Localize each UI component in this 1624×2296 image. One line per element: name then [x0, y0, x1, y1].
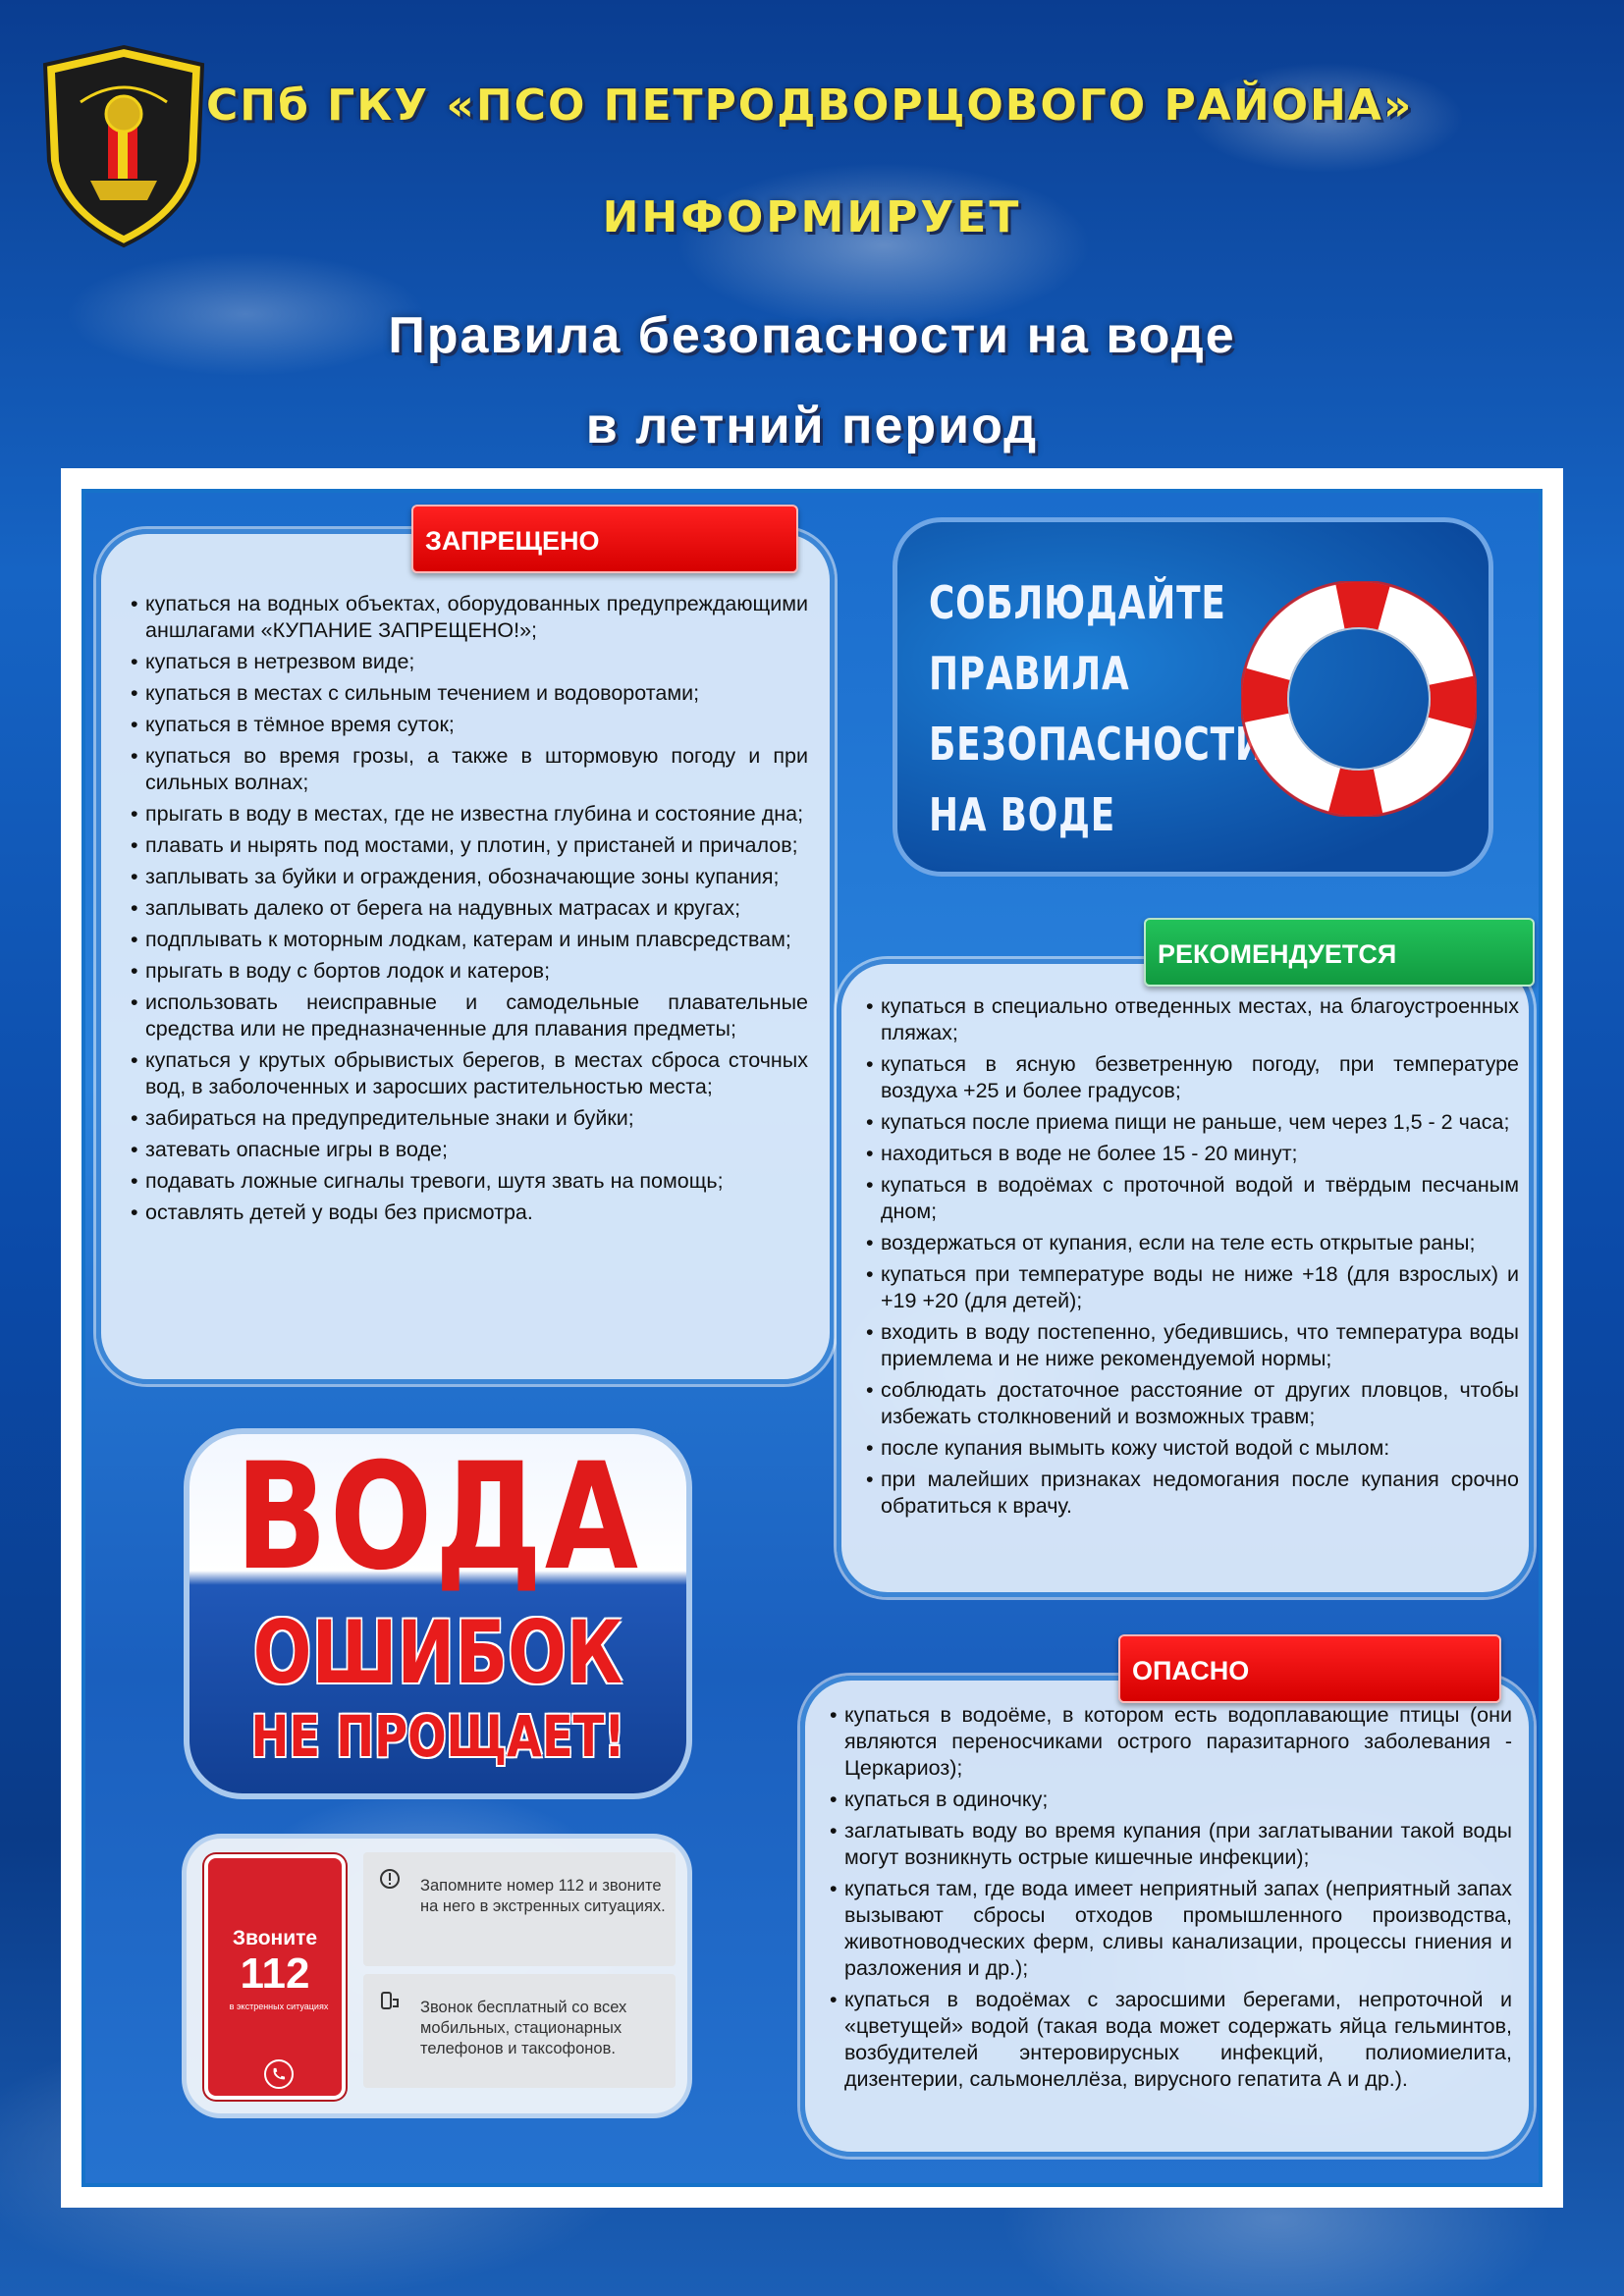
list-item: • купаться в водоёмах с проточной водой и твёрдым песчаным дном; [866, 1172, 1519, 1225]
list-item: • купаться в водоёмах с заросшими берегами, непроточной и «цветущей» водой (такая вода может содержать яйца гельминтов, возбудителей энтеровирусных инфекций, полиомиелита, дизентерии, сальмонеллёза, вирусного гепатита А и др.). [830, 1987, 1512, 2093]
prohibited-card [96, 529, 835, 1384]
list-item: • купаться у крутых обрывистых берегов, в местах сброса сточных вод, в заболоченных и заросших растительностью места; [131, 1047, 808, 1100]
dangerous-label: ОПАСНО [1118, 1634, 1501, 1703]
organization-name: СПб ГКУ «ПСО ПЕТРОДВОРЦОВОГО РАЙОНА» [206, 80, 1414, 131]
page-title-line2: в летний период [585, 398, 1039, 454]
phone-handset-icon [264, 2059, 294, 2089]
list-item: • забираться на предупредительные знаки и буйки; [131, 1105, 808, 1132]
list-item: • купаться в нетрезвом виде; [131, 649, 808, 675]
content-panel [61, 468, 1563, 2208]
list-item: • соблюдать достаточное расстояние от других пловцов, чтобы избежать столкновений и возможных травм; [866, 1377, 1519, 1430]
banner-line: СОБЛЮДАЙТЕ [929, 576, 1226, 629]
list-item: • оставлять детей у воды без присмотра. [131, 1200, 808, 1226]
content-panel-inner [81, 489, 1543, 2187]
call-label: Звоните [232, 1927, 318, 1949]
dangerous-card [800, 1676, 1534, 2157]
water-warning-poster [184, 1428, 692, 1799]
list-item: • заплывать далеко от берега на надувных матрасах и кругах; [131, 895, 808, 922]
list-item: • купаться там, где вода имеет неприятный запах (неприятный запах вызывают сбросы отходов промышленного производства, животноводческих ферм, сливы канализации, процессы гниения и разложения и др.); [830, 1876, 1512, 1982]
banner-line: ПРАВИЛА [929, 647, 1130, 700]
list-item: • подавать ложные сигналы тревоги, шутя звать на помощь; [131, 1168, 808, 1195]
safety-banner [893, 517, 1493, 877]
alert-circle-icon [379, 1868, 401, 1890]
recommended-list [866, 993, 1519, 1524]
prohibited-label: ЗАПРЕЩЕНО [411, 505, 798, 573]
list-item: • использовать неисправные и самодельные плавательные средства или не предназначенные для плавания предметы; [131, 989, 808, 1042]
prohibited-list [131, 591, 808, 1231]
list-item: • плавать и нырять под мостами, у плотин, у пристаней и причалов; [131, 832, 808, 859]
list-item: • купаться в специально отведенных местах, на благоустроенных пляжах; [866, 993, 1519, 1046]
list-item: • затевать опасные игры в воде; [131, 1137, 808, 1163]
call-subtext: в экстренных ситуациях [229, 2002, 329, 2011]
list-item: • купаться в водоёме, в котором есть водоплавающие птицы (они являются переносчиками острого паразитарного заболевания - Церкариоз); [830, 1702, 1512, 1782]
dangerous-list [830, 1702, 1512, 2098]
list-item: • купаться при температуре воды не ниже +18 (для взрослых) и +19 +20 (для детей); [866, 1261, 1519, 1314]
banner-line: НА ВОДЕ [929, 788, 1116, 841]
list-item: • заплывать за буйки и ограждения, обозначающие зоны купания; [131, 864, 808, 890]
list-item: • купаться в местах с сильным течением и водоворотами; [131, 680, 808, 707]
water-poster-line2: ОШИБОК [252, 1602, 623, 1703]
list-item: • купаться в тёмное время суток; [131, 712, 808, 738]
list-item: • купаться после приема пищи не раньше, чем через 1,5 - 2 часа; [866, 1109, 1519, 1136]
water-poster-line3: НЕ ПРОЩАЕТ! [250, 1703, 625, 1770]
emergency-number: 112 [240, 1949, 310, 1998]
list-item: • при малейших признаках недомогания после купания срочно обратиться к врачу. [866, 1467, 1519, 1520]
list-item: • входить в воду постепенно, убедившись, что температура воды приемлема и не ниже рекомендуемой нормы; [866, 1319, 1519, 1372]
water-poster-line1: ВОДА [235, 1432, 641, 1603]
list-item: • купаться во время грозы, а также в штормовую погоду и при сильных волнах; [131, 743, 808, 796]
lifebuoy-icon [1241, 581, 1477, 817]
list-item: • купаться на водных объектах, оборудованных предупреждающими аншлагами «КУПАНИЕ ЗАПРЕЩЕНО!»; [131, 591, 808, 644]
list-item: • находиться в воде не более 15 - 20 минут; [866, 1141, 1519, 1167]
recommended-label: РЕКОМЕНДУЕТСЯ [1144, 918, 1535, 987]
info-box-free-call [363, 1974, 676, 2088]
info-box-remember [363, 1852, 676, 1966]
list-item: • подплывать к моторным лодкам, катерам и иным плавсредствам; [131, 927, 808, 953]
banner-text [929, 567, 1266, 850]
page-title-line1: Правила безопасности на воде [388, 307, 1236, 364]
list-item: • заглатывать воду во время купания (при заглатывании такой воды могут возникнуть острые кишечные инфекции); [830, 1818, 1512, 1871]
info-text-remember: Запомните номер 112 и звоните на него в экстренных ситуациях. [420, 1877, 666, 1915]
phone-devices-icon [379, 1990, 401, 2011]
informs-heading: ИНФОРМИРУЕТ [602, 192, 1022, 242]
list-item: • купаться в одиночку; [830, 1787, 1512, 1813]
recommended-card [837, 959, 1534, 1597]
info-text-free-call: Звонок бесплатный со всех мобильных, стационарных телефонов и таксофонов. [420, 1999, 627, 2057]
banner-line: БЕЗОПАСНОСТИ [929, 718, 1266, 771]
list-item: • воздержаться от купания, если на теле есть открытые раны; [866, 1230, 1519, 1256]
list-item: • после купания вымыть кожу чистой водой с мылом: [866, 1435, 1519, 1462]
emergency-call-card [182, 1834, 692, 2118]
list-item: • прыгать в воду с бортов лодок и катеров; [131, 958, 808, 985]
list-item: • купаться в ясную безветренную погоду, при температуре воздуха +25 и более градусов; [866, 1051, 1519, 1104]
list-item: • прыгать в воду в местах, где не известна глубина и состояние дна; [131, 801, 808, 828]
phone-graphic [204, 1854, 346, 2100]
